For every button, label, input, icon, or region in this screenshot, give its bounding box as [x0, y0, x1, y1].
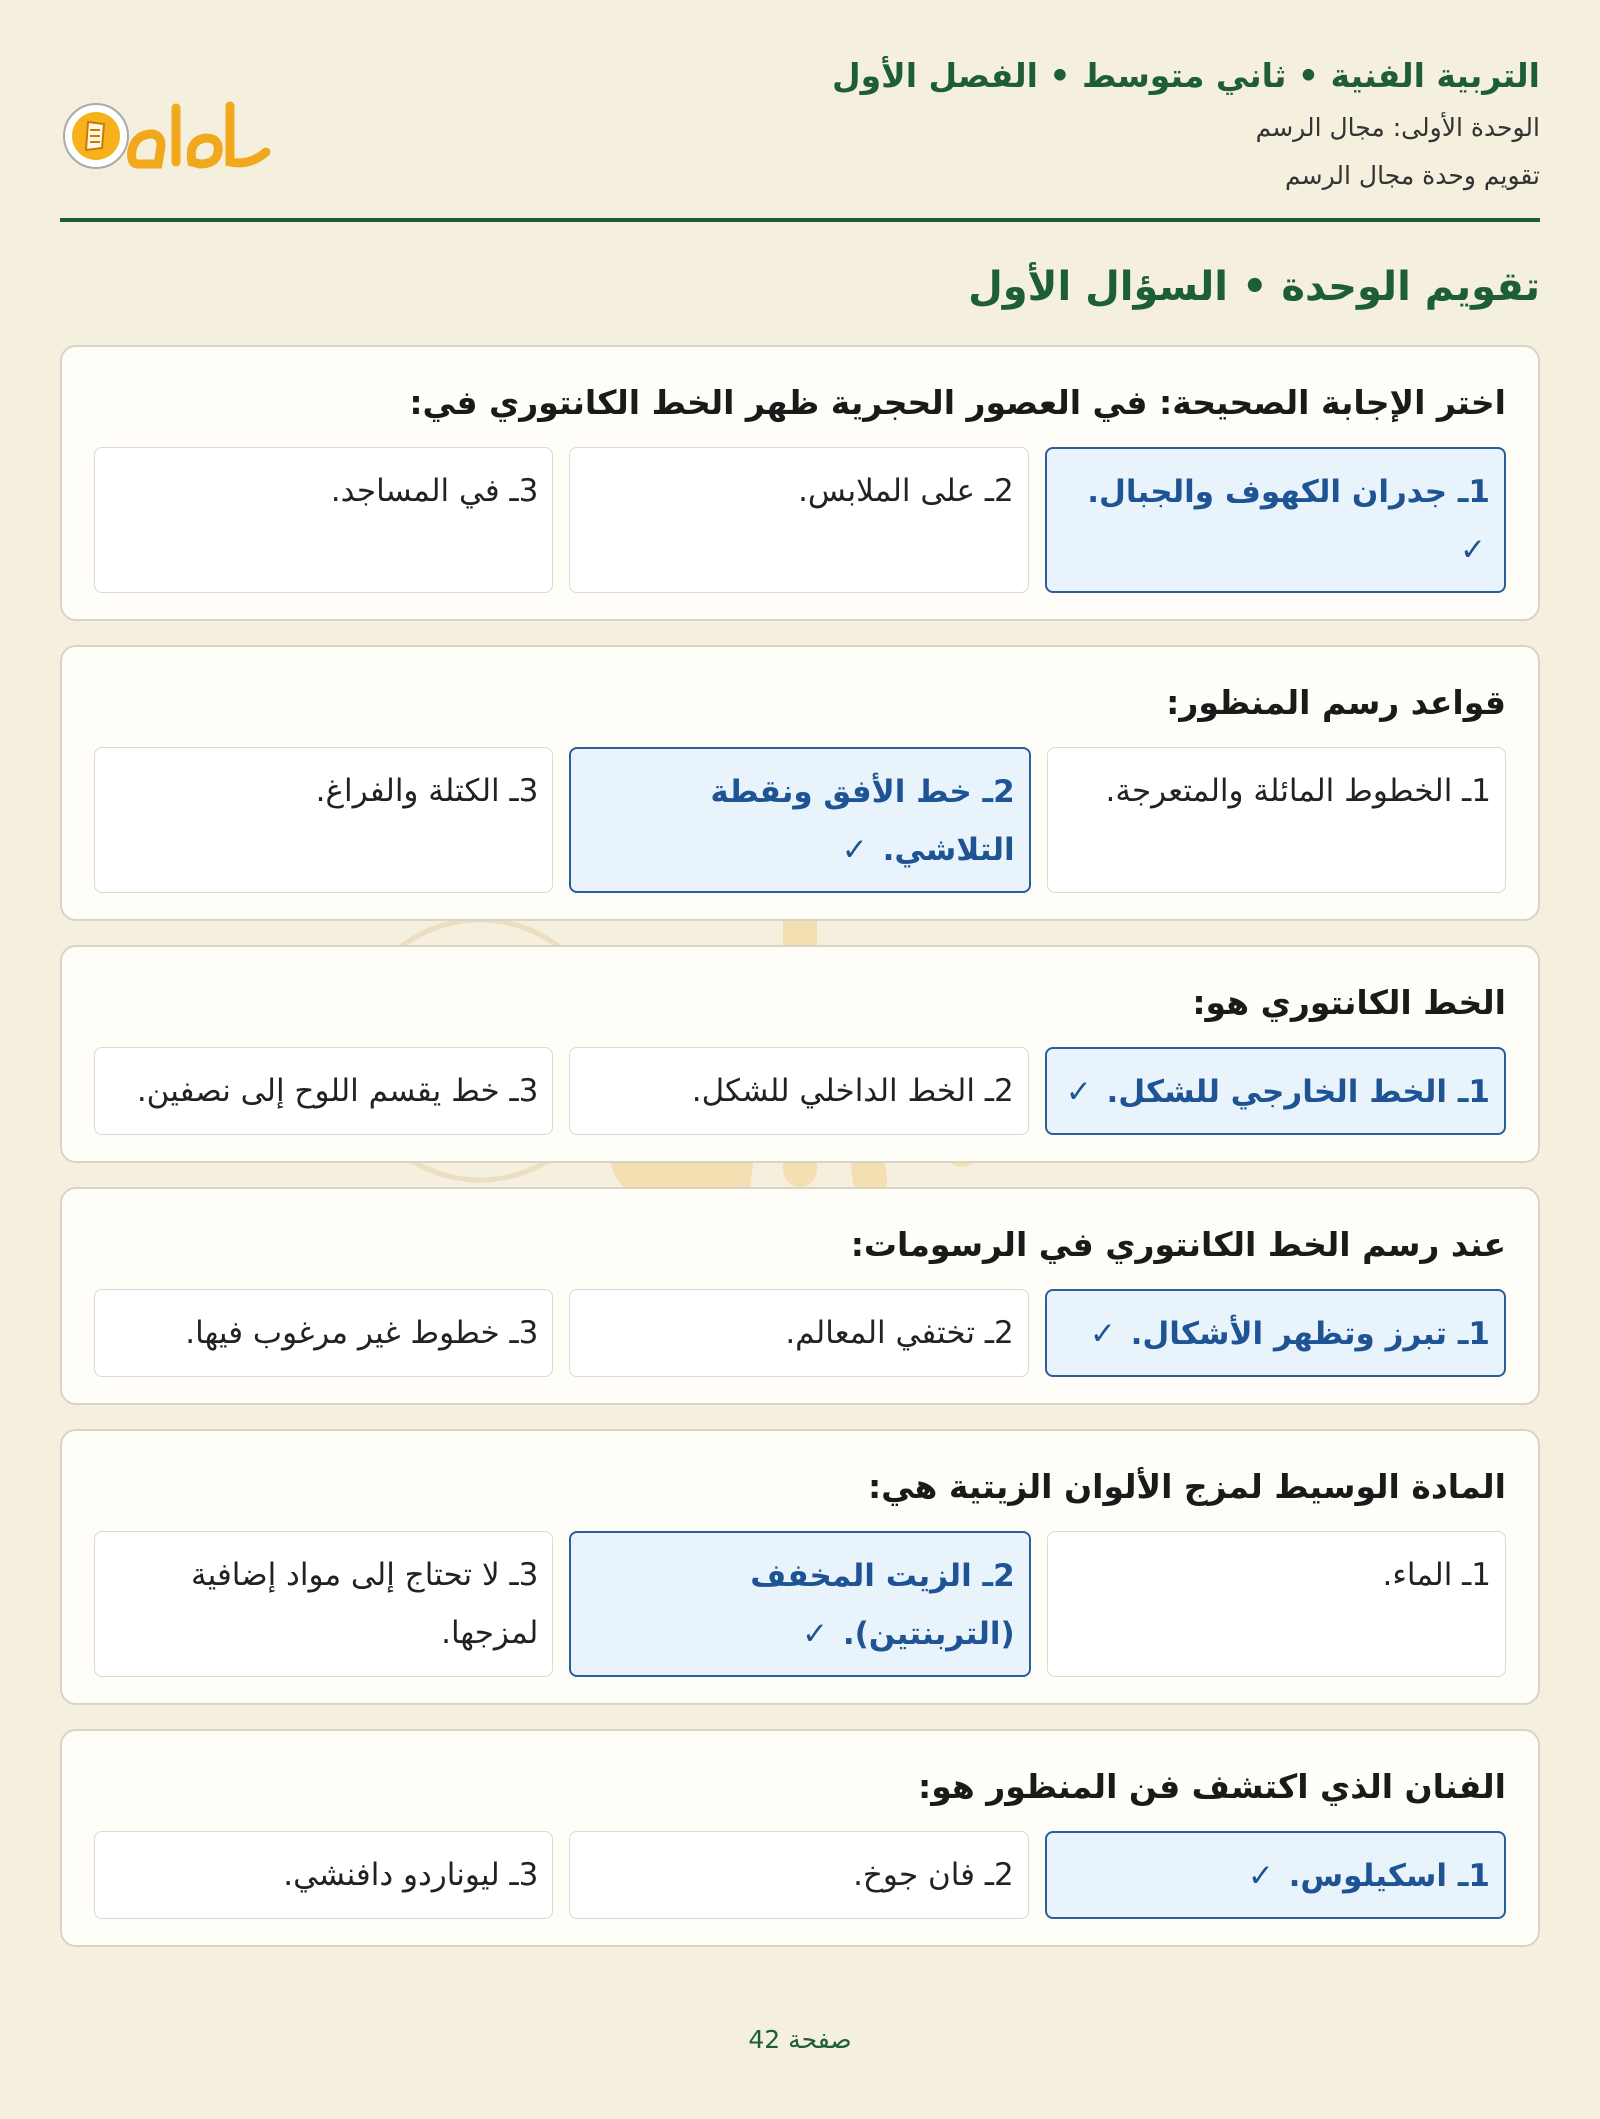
options-row [94, 1831, 1506, 1919]
option[interactable] [569, 1047, 1028, 1135]
option-label: 1ـ اسكيلوس. [1288, 1858, 1490, 1894]
question-card [60, 1729, 1540, 1947]
option-label: 1ـ تبرز وتظهر الأشكال. [1130, 1316, 1490, 1352]
question-card [60, 1429, 1540, 1705]
question-text: الخط الكانتوري هو: [1192, 983, 1506, 1022]
check-icon: ✓ [1460, 532, 1486, 568]
option[interactable] [569, 1831, 1028, 1919]
header-text [832, 48, 1540, 200]
option-correct[interactable] [1045, 1047, 1506, 1135]
option-label: 2ـ فان جوخ. [853, 1857, 1014, 1893]
options-row [94, 1531, 1506, 1677]
option[interactable] [1047, 747, 1506, 893]
option[interactable] [569, 447, 1028, 593]
option-label: 2ـ الزيت المخفف (التربنتين). [750, 1558, 1015, 1652]
option-label: 3ـ لا تحتاج إلى مواد إضافية لمزجها. [191, 1557, 539, 1651]
page-header [60, 48, 1540, 218]
option[interactable] [94, 747, 553, 893]
question-card [60, 1187, 1540, 1405]
option-label: 2ـ الخط الداخلي للشكل. [691, 1073, 1014, 1109]
option-correct[interactable] [1045, 1289, 1506, 1377]
option-label: 2ـ خط الأفق ونقطة التلاشي. [710, 774, 1015, 868]
option-label: 3ـ الكتلة والفراغ. [315, 773, 539, 809]
question-text: المادة الوسيط لمزج الألوان الزيتية هي: [867, 1467, 1506, 1506]
option-label: 1ـ الخط الخارجي للشكل. [1106, 1074, 1490, 1110]
option-label: 3ـ ليوناردو دافنشي. [283, 1857, 539, 1893]
question-text: الفنان الذي اكتشف فن المنظور هو: [918, 1767, 1506, 1806]
option-label: 3ـ خطوط غير مرغوب فيها. [185, 1315, 539, 1351]
check-icon: ✓ [1089, 1316, 1116, 1352]
question-text: عند رسم الخط الكانتوري في الرسومات: [850, 1225, 1506, 1264]
header-divider [60, 218, 1540, 222]
subject-title: التربية الفنية • ثاني متوسط • الفصل الأول [832, 56, 1540, 95]
option[interactable] [94, 1289, 553, 1377]
question-card [60, 945, 1540, 1163]
option[interactable] [94, 1831, 553, 1919]
hulul-logo [60, 86, 280, 186]
option-correct[interactable] [1045, 447, 1506, 593]
options-row [94, 1047, 1506, 1135]
option-label: 1ـ الماء. [1382, 1557, 1491, 1593]
options-row [94, 447, 1506, 593]
unit-line: الوحدة الأولى: مجال الرسم [1255, 113, 1540, 142]
option-label: 2ـ تختفي المعالم. [785, 1315, 1014, 1351]
option-label: 2ـ على الملابس. [798, 473, 1014, 509]
question-card [60, 645, 1540, 921]
option-correct[interactable] [1045, 1831, 1506, 1919]
option[interactable] [94, 1531, 553, 1677]
options-row [94, 747, 1506, 893]
lesson-line: تقويم وحدة مجال الرسم [1285, 161, 1540, 190]
option-correct[interactable] [569, 747, 1030, 893]
check-icon: ✓ [1247, 1858, 1274, 1894]
question-text: اختر الإجابة الصحيحة: في العصور الحجرية ظهر الخط الكانتوري في: [409, 383, 1506, 422]
options-row [94, 1289, 1506, 1377]
option[interactable] [94, 447, 553, 593]
question-card [60, 345, 1540, 621]
option[interactable] [569, 1289, 1028, 1377]
section-title: تقويم الوحدة • السؤال الأول [968, 264, 1540, 310]
page-number: صفحة 42 [748, 2025, 852, 2054]
check-icon: ✓ [802, 1616, 829, 1652]
worksheet-page [60, 0, 1540, 2119]
option-correct[interactable] [569, 1531, 1030, 1677]
option-label: 3ـ خط يقسم اللوح إلى نصفين. [136, 1073, 539, 1109]
question-text: قواعد رسم المنظور: [1166, 683, 1506, 722]
option[interactable] [1047, 1531, 1506, 1677]
check-icon: ✓ [841, 832, 868, 868]
check-icon: ✓ [1065, 1074, 1092, 1110]
option[interactable] [94, 1047, 553, 1135]
option-label: 1ـ جدران الكهوف والجبال. [1087, 474, 1490, 510]
questions-list [60, 345, 1540, 1971]
option-label: 3ـ في المساجد. [330, 473, 539, 509]
option-label: 1ـ الخطوط المائلة والمتعرجة. [1105, 773, 1491, 809]
